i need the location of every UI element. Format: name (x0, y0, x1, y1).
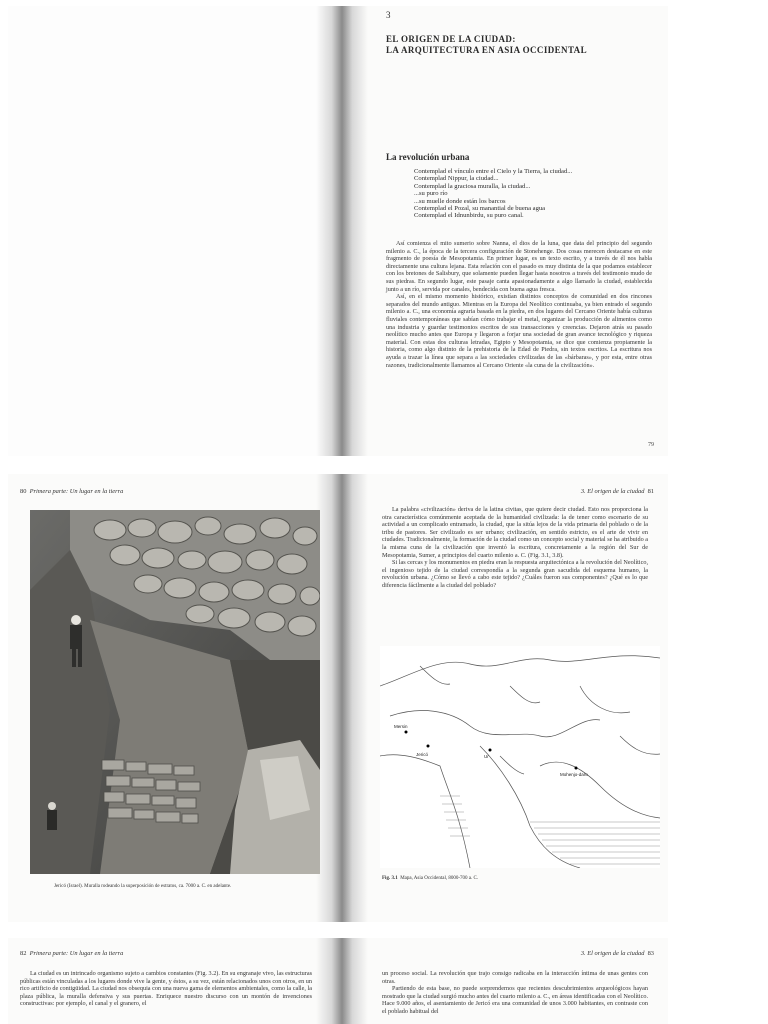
map-illustration (380, 646, 660, 868)
excavation-photo-illustration (30, 510, 320, 874)
chapter-title-line: EL ORIGEN DE LA CIUDAD: (386, 34, 516, 44)
paragraph: Si las cercas y los monumentos en piedra eran la respuesta arquitectónica a la revolución del Neolítico, el ingenioso tejido de la ciudad correspondía a la segunda gran sacudida del esquema humano, la revolución urbana. ¿Cómo se llevó a cabo este tejido? ¿Cuáles fueron sus componentes? ¿Qué es lo que diferencia fácilmente a la ciudad del poblado? (382, 559, 648, 589)
gutter-shadow (342, 6, 368, 456)
paragraph: un proceso social. La revolución que trajo consigo radicaba en la interacción íntima de unas gentes con otras. (382, 970, 648, 985)
running-head-title: 3. El origen de la ciudad (580, 488, 645, 495)
blank-left-page (8, 6, 342, 456)
running-head (20, 950, 123, 957)
running-head-number: 82 (20, 950, 27, 957)
poem-line: Contemplad el vínculo entre el Cielo y la Tierra, la ciudad... (414, 168, 573, 175)
poem-line: Contemplad el Pozal, su manantial de buena agua (414, 205, 546, 213)
map-label-mersin: Mersin (394, 724, 408, 729)
page-number: 79 (648, 442, 654, 448)
running-head (581, 950, 654, 957)
body-text (382, 970, 648, 1016)
chapter-title (386, 34, 587, 56)
running-head-title: 3. El origen de la ciudad (580, 950, 645, 957)
map-label-ur: Ur (484, 754, 489, 759)
paragraph: Así comienza el mito sumerio sobre Nanna, el dios de la luna, que data del principio del segundo milenio a. C., la época de la tercera configuración de Stonehenge. Dos cosas merecen destacarse en este fragmento de poesía de Mesopotamia. En primer lugar, es un texto escrito, y a través de él nos habla directamente una cultura lejana. Esta relación con el pasado es muy distinta de la que podamos establecer con los bretones de Salisbury, que solamente pueden llegar hasta nosotros a través del testimonio mudo de sus piedras. En segundo lugar, este pasaje canta apasionadamente a algo llamado la ciudad, establecida junto a un río, servida por canales, bendecida con buena agua fresca. (386, 240, 652, 293)
poem-line: Contemplad la graciosa muralla, la ciudad... (414, 182, 531, 190)
running-head-number: 81 (647, 488, 654, 495)
poem-epigraph (414, 168, 572, 220)
body-text (386, 240, 652, 369)
map-page (342, 474, 668, 922)
gutter-shadow (316, 938, 342, 1024)
photo-page (8, 474, 342, 922)
chapter-number: 3 (386, 10, 391, 20)
section-title: La revolución urbana (386, 152, 470, 162)
map-caption (382, 876, 478, 881)
paragraph: La palabra «civilización» deriva de la latina civitas, que quiere decir ciudad. Esto nos proporciona la otra característica comúnmente aceptada de la humanidad civilizada: la de tener como escenario de su actividad a un complicado entramado, la ciudad, que la sitúa lejos de la vida primaria del poblado o de la tribu de pastores. Ser civilizado es ser urbano; civilización, en sentido estricto, es el arte de vivir en ciudades. Tradicionalmente, la formación de la ciudad como un concepto social y material se ha atribuido a la misma cuna de la civilización que inventó la escritura, concretamente a la región del Sur de Mesopotamia, Sumer, a principios del cuarto milenio a. C. (Fig. 3.1, 3.8). (382, 506, 648, 559)
chapter-title-line: LA ARQUITECTURA EN ASIA OCCIDENTAL (386, 45, 587, 55)
gutter-shadow (342, 938, 368, 1024)
figure-caption-text: Mapa, Asia Occidental, 8000-700 a. C. (400, 876, 479, 881)
map-label-mohenjo-daro: Mohenjo-daro (560, 772, 588, 777)
gutter-shadow (316, 6, 342, 456)
running-head (581, 488, 654, 495)
chapter-opening-page (342, 6, 668, 456)
map-asia-occidental (380, 646, 660, 868)
paragraph: La ciudad es un intrincado organismo sujeto a cambios constantes (Fig. 3.2). En su engranaje vivo, las estructuras públicas están vinculadas a los lugares donde vive la gente, y éstos, a su vez, están relacionados unos con otros, en un rico artificio de contigüidad. La ciudad nos obsequia con una nueva gama de elementos ambientales, como la calle, la plaza pública, la muralla defensiva y sus puertas. Enriquece nuestro discurso con un montón de invenciones constructivas: por ejemplo, el canal y el granero, el (20, 970, 312, 1008)
running-head-number: 83 (647, 950, 654, 957)
paragraph: Así, en el mismo momento histórico, existían distintos conceptos de comunidad en dos rincones separados del mundo antiguo. Mientras en la Europa del Neolítico continuaba, ya bien entrado el segundo milenio a. C., una economía agraria basada en la piedra, en dos lugares del Cercano Oriente había culturas fluviales contemporáneas que sabían cómo trabajar el metal, organizar la producción de alimentos como una industria y guardar testimonios escritos de sus transacciones y creencias. Dejaron atrás su pasado neolítico mucho antes que Europa y llegaron a forjar una sociedad de gran avance tecnológico y riqueza material. Con estas dos culturas letradas, Egipto y Mesopotamia, se dice que comienza propiamente la historia, como algo distinto de la prehistoria de la Edad de Piedra, sin textos escritos. La escritura nos ayuda a trazar la línea que separa a las sociedades civilizadas de las «bárbaras», y por esta, entre otras razones, tradicionalmente llamamos al Cercano Oriente «la cuna de la civilización». (386, 293, 652, 369)
partial-left-page (8, 938, 342, 1024)
map-label-jerico: Jericó (416, 752, 429, 757)
poem-line: ...su muelle donde están los barcos (414, 197, 506, 205)
running-head (20, 488, 123, 495)
gutter-shadow (342, 474, 368, 922)
figure-label: Fig. 3.1 (382, 876, 398, 881)
excavation-photo (30, 510, 320, 874)
running-head-title: Primera parte: Un lugar en la tierra (29, 488, 124, 495)
photo-caption: Jericó (Israel). Muralla rodeando la superposición de estratos, ca. 7000 a. C. en adelante. (54, 884, 232, 889)
partial-right-page (342, 938, 668, 1024)
paragraph: Partiendo de esta base, no puede sorprendernos que recientes descubrimientos arqueológicos hayan mostrado que la ciudad surgió mucho antes del cuarto milenio a. C., en áreas identificadas con el Neolítico. Hace 9.000 años, el asentamiento de Jericó era una comunidad de unos 3.000 habitantes, en contraste con el poblado habitual del (382, 985, 648, 1015)
poem-line: Contemplad el Idnunbirdu, su puro canal. (414, 212, 524, 220)
poem-line: ...su puro río (414, 190, 448, 198)
poem-line: Contemplad Nippur, la ciudad... (414, 175, 499, 183)
body-text (382, 506, 648, 590)
body-text (20, 970, 312, 1008)
running-head-title: Primera parte: Un lugar en la tierra (29, 950, 124, 957)
running-head-number: 80 (20, 488, 27, 495)
